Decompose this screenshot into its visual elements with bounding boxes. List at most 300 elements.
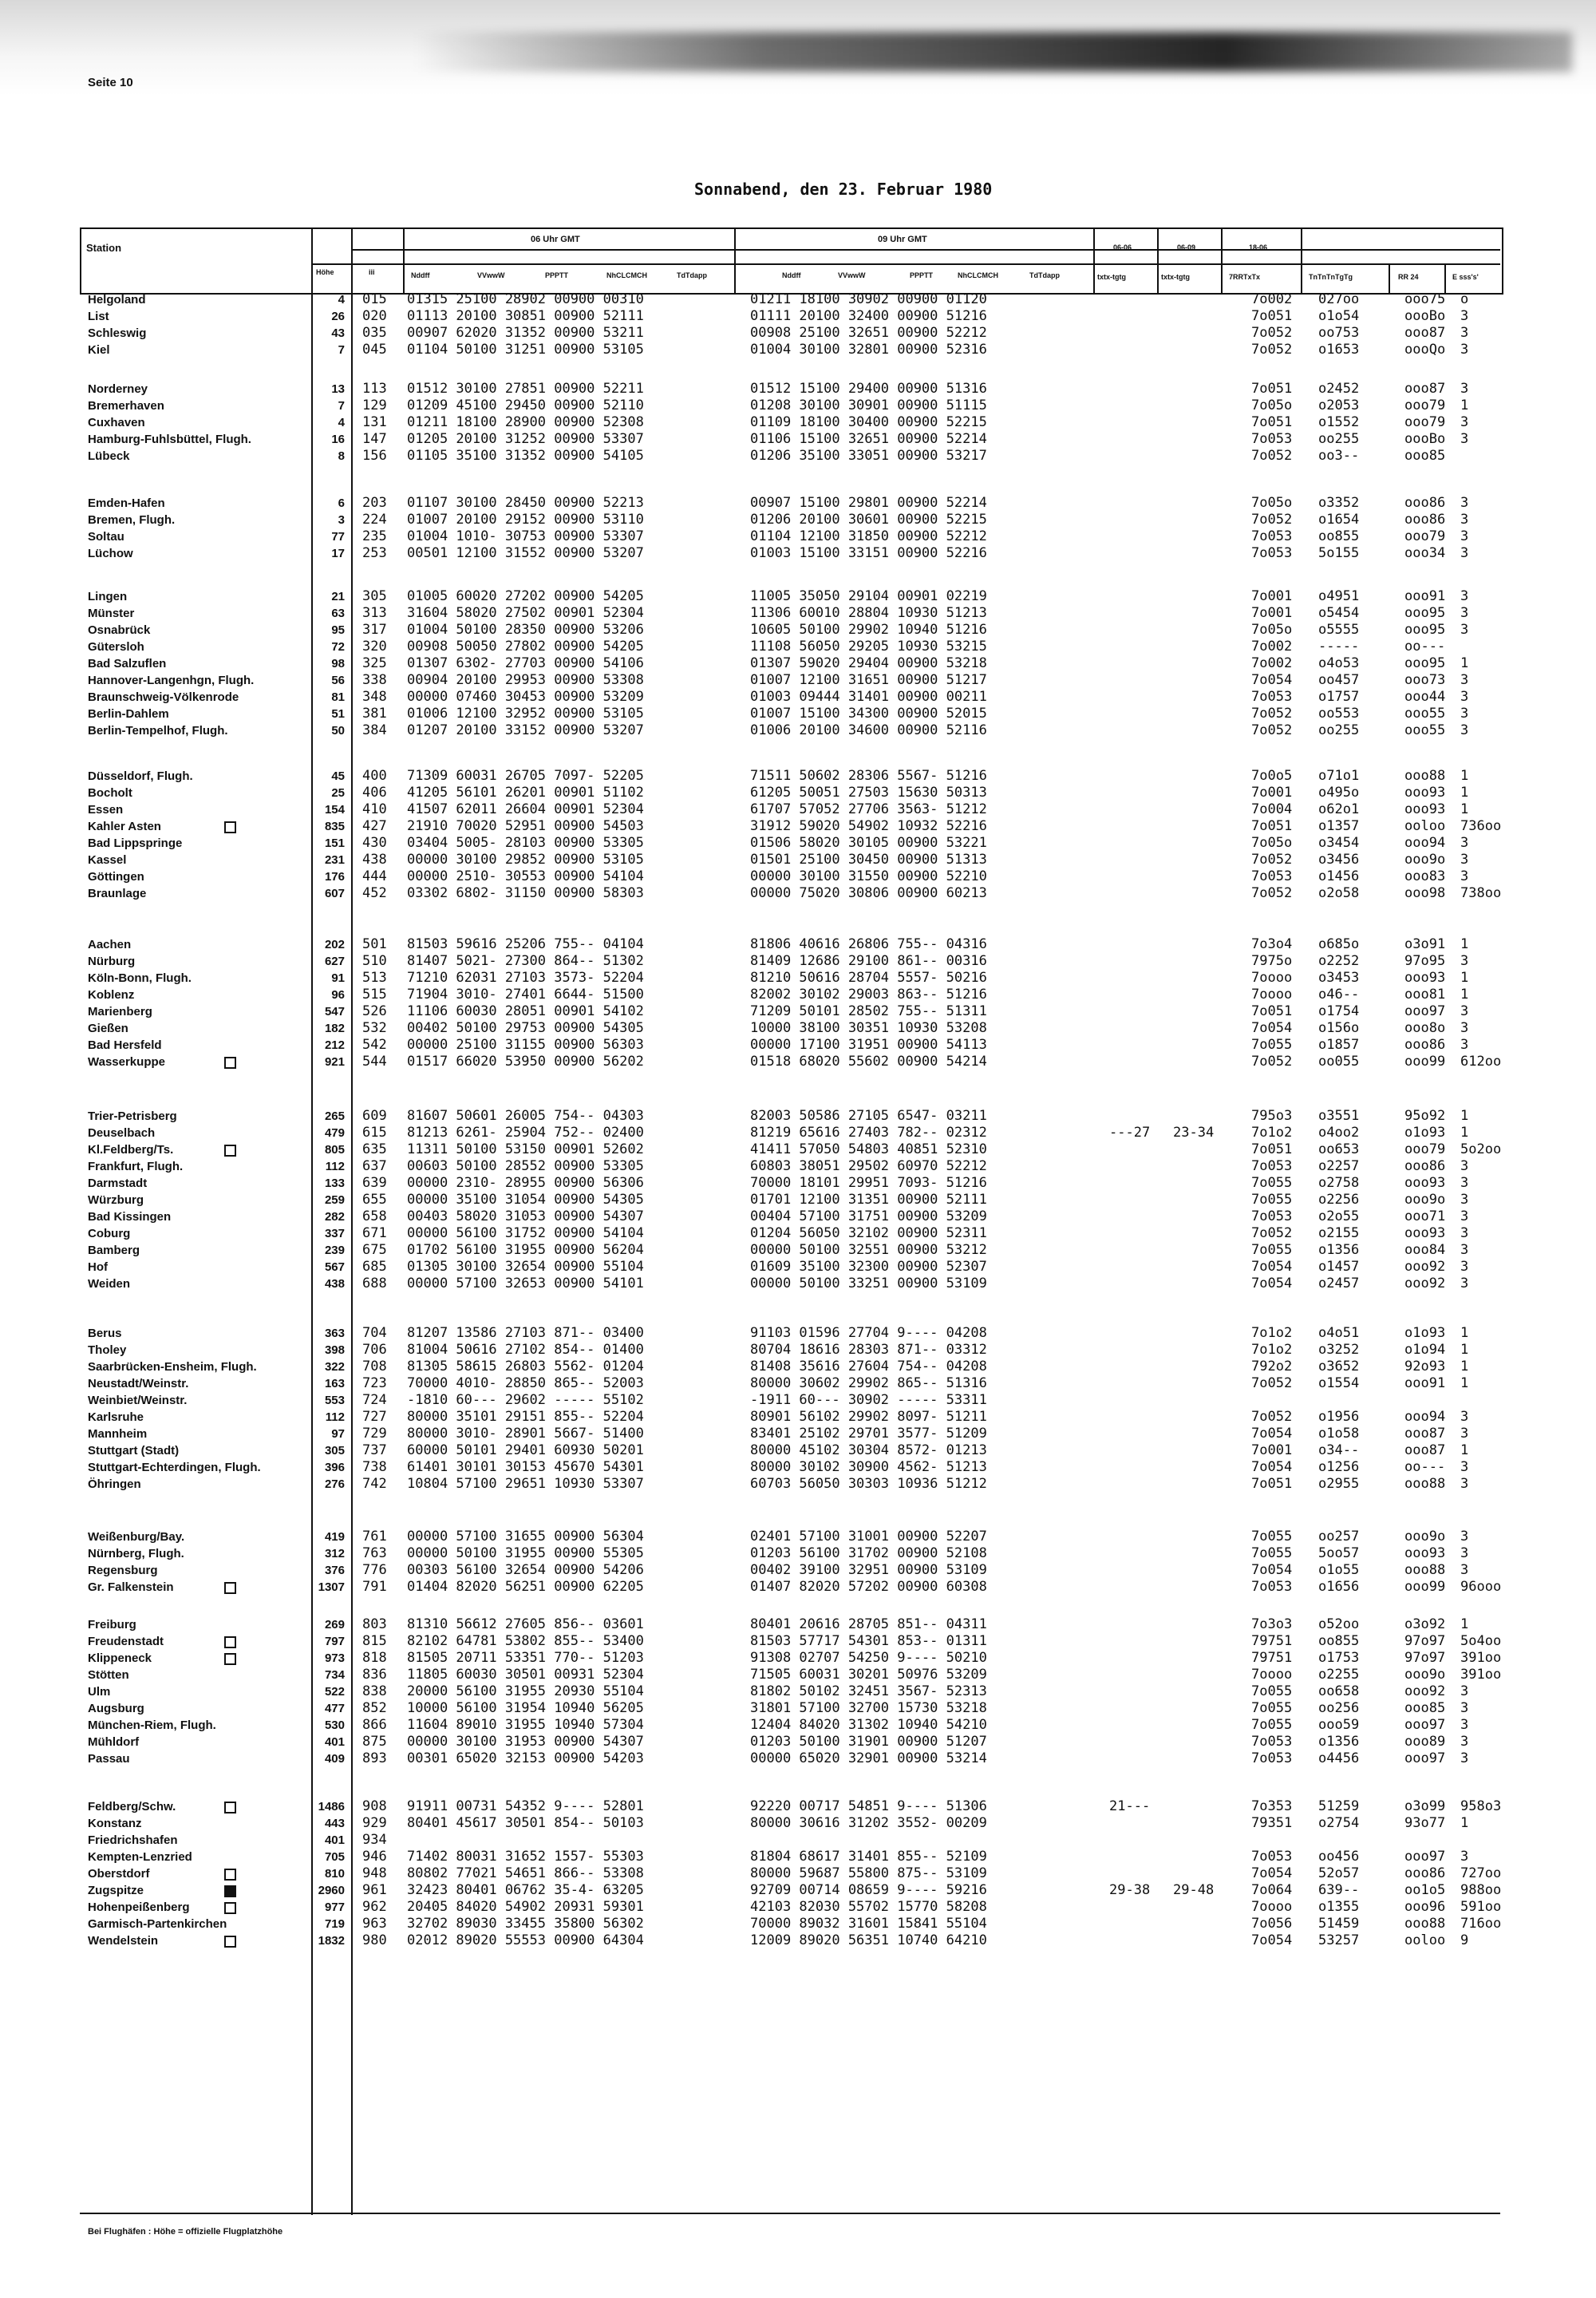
summary-2: oo256 bbox=[1318, 1700, 1360, 1716]
station-name: Berlin-Dahlem bbox=[88, 707, 169, 721]
summary-3: ooo91 bbox=[1404, 1375, 1446, 1391]
station-name: Zugspitze bbox=[88, 1884, 144, 1897]
summary-3: 92o93 bbox=[1404, 1359, 1446, 1374]
station-index: 035 bbox=[362, 325, 387, 341]
obs-06utc: 11604 89010 31955 10940 57304 bbox=[407, 1717, 644, 1733]
summary-3: ooo86 bbox=[1404, 1158, 1446, 1174]
summary-2: o3252 bbox=[1318, 1342, 1360, 1358]
station-index: 776 bbox=[362, 1562, 387, 1578]
obs-09utc: 81503 57717 54301 853-- 01311 bbox=[750, 1633, 987, 1649]
square-icon bbox=[224, 1869, 236, 1881]
station-index: 671 bbox=[362, 1225, 387, 1241]
summary-3: ooo93 bbox=[1404, 970, 1446, 986]
summary-3: ooo87 bbox=[1404, 381, 1446, 397]
obs-09utc: 80000 45102 30304 8572- 01213 bbox=[750, 1442, 987, 1458]
obs-09utc: 71209 50101 28502 755-- 51311 bbox=[750, 1003, 987, 1019]
station-index: 317 bbox=[362, 622, 387, 638]
summary-3: ooo73 bbox=[1404, 672, 1446, 688]
station-row bbox=[0, 291, 1596, 308]
station-name: Öhringen bbox=[88, 1477, 141, 1491]
station-row bbox=[0, 1037, 1596, 1054]
summary-1: 7oooo bbox=[1251, 987, 1293, 1003]
summary-4: 3 bbox=[1460, 1529, 1469, 1545]
summary-4: 1 bbox=[1460, 785, 1469, 801]
station-name: Augsburg bbox=[88, 1702, 144, 1715]
summary-2: o1o58 bbox=[1318, 1426, 1360, 1442]
summary-4: 1 bbox=[1460, 1359, 1469, 1374]
obs-06utc: 01315 25100 28902 00900 00310 bbox=[407, 291, 644, 307]
station-height: 419 bbox=[324, 1530, 345, 1544]
obs-09utc: 01206 35100 33051 00900 53217 bbox=[750, 448, 987, 464]
extreme-temp-1: 21--- bbox=[1109, 1798, 1151, 1814]
station-row bbox=[0, 722, 1596, 739]
summary-1: 7o004 bbox=[1251, 801, 1293, 817]
station-index: 729 bbox=[362, 1426, 387, 1442]
obs-06utc: 01211 18100 28900 00900 52308 bbox=[407, 414, 644, 430]
obs-09utc: 01506 58020 30105 00900 53221 bbox=[750, 835, 987, 851]
obs-09utc: 81804 68617 31401 855-- 52109 bbox=[750, 1849, 987, 1865]
station-height: 312 bbox=[324, 1547, 345, 1560]
summary-3: o3o91 bbox=[1404, 936, 1446, 952]
station-name: Bremen, Flugh. bbox=[88, 513, 176, 527]
obs-09utc: 01111 20100 32400 00900 51216 bbox=[750, 308, 987, 324]
summary-3: ooo93 bbox=[1404, 1545, 1446, 1561]
station-height: 45 bbox=[331, 769, 345, 783]
station-name: Mühldorf bbox=[88, 1735, 140, 1749]
station-height: 322 bbox=[324, 1360, 345, 1374]
summary-3: ooo86 bbox=[1404, 1865, 1446, 1881]
station-row bbox=[0, 1003, 1596, 1020]
station-row bbox=[0, 1225, 1596, 1242]
summary-1: 7o001 bbox=[1251, 785, 1293, 801]
summary-2: o1656 bbox=[1318, 1579, 1360, 1595]
summary-4: 3 bbox=[1460, 1426, 1469, 1442]
col-divider bbox=[1444, 263, 1446, 293]
station-height: 163 bbox=[324, 1377, 345, 1390]
summary-3: ooo98 bbox=[1404, 885, 1446, 901]
station-row bbox=[0, 852, 1596, 868]
summary-2: o1456 bbox=[1318, 868, 1360, 884]
station-height: 56 bbox=[331, 674, 345, 687]
station-index: 381 bbox=[362, 706, 387, 722]
summary-1: 7o051 bbox=[1251, 818, 1293, 834]
station-name: Osnabrück bbox=[88, 623, 151, 637]
obs-09utc: 01003 09444 31401 00900 00211 bbox=[750, 689, 987, 705]
station-row bbox=[0, 1717, 1596, 1734]
obs-09utc: 01007 15100 34300 00900 52015 bbox=[750, 706, 987, 722]
station-height: 401 bbox=[324, 1735, 345, 1749]
station-row bbox=[0, 545, 1596, 562]
station-height: 8 bbox=[338, 449, 345, 463]
summary-4: 727oo bbox=[1460, 1865, 1502, 1881]
scan-noise-dark bbox=[415, 32, 1572, 72]
station-name: Bocholt bbox=[88, 786, 132, 800]
station-name: Düsseldorf, Flugh. bbox=[88, 769, 193, 783]
station-index: 113 bbox=[362, 381, 387, 397]
summary-3: ooo99 bbox=[1404, 1054, 1446, 1070]
summary-2: o52oo bbox=[1318, 1616, 1360, 1632]
obs-06utc: 11311 50100 53150 00901 52602 bbox=[407, 1141, 644, 1157]
station-index: 406 bbox=[362, 785, 387, 801]
station-height: 16 bbox=[331, 433, 345, 446]
obs-09utc: 01203 50100 31901 00900 51207 bbox=[750, 1734, 987, 1750]
station-height: 276 bbox=[324, 1477, 345, 1491]
summary-3: ooo55 bbox=[1404, 706, 1446, 722]
station-height: 1832 bbox=[318, 1934, 345, 1948]
station-height: 26 bbox=[331, 310, 345, 323]
station-index: 542 bbox=[362, 1037, 387, 1053]
summary-4: 591oo bbox=[1460, 1899, 1502, 1915]
station-name: Wasserkuppe bbox=[88, 1055, 165, 1069]
summary-3: ooo86 bbox=[1404, 512, 1446, 528]
summary-3: 97o97 bbox=[1404, 1633, 1446, 1649]
station-height: 479 bbox=[324, 1126, 345, 1140]
summary-3: ooo94 bbox=[1404, 835, 1446, 851]
station-name: Braunschweig-Völkenrode bbox=[88, 690, 239, 704]
summary-2: o4951 bbox=[1318, 588, 1360, 604]
station-height: 77 bbox=[331, 530, 345, 544]
summary-2: o5555 bbox=[1318, 622, 1360, 638]
summary-1: 7o055 bbox=[1251, 1545, 1293, 1561]
station-height: 522 bbox=[324, 1685, 345, 1699]
station-index: 838 bbox=[362, 1683, 387, 1699]
obs-06utc: -1810 60--- 29602 ----- 55102 bbox=[407, 1392, 644, 1408]
col06-header: Nddff bbox=[411, 271, 430, 279]
summary-3: o3o92 bbox=[1404, 1616, 1446, 1632]
obs-09utc: 01003 15100 33151 00900 52216 bbox=[750, 545, 987, 561]
station-index: 147 bbox=[362, 431, 387, 447]
summary-1: 7o053 bbox=[1251, 545, 1293, 561]
hoehe-header: Höhe bbox=[316, 268, 334, 276]
station-index: 803 bbox=[362, 1616, 387, 1632]
obs-09utc: 10000 38100 30351 10930 53208 bbox=[750, 1020, 987, 1036]
station-height: 212 bbox=[324, 1038, 345, 1052]
col06-header: VVwwW bbox=[477, 271, 505, 279]
summary-4: 3 bbox=[1460, 1192, 1469, 1208]
station-row bbox=[0, 1750, 1596, 1767]
obs-06utc: 81004 50616 27102 854-- 01400 bbox=[407, 1342, 644, 1358]
station-height: 4 bbox=[338, 416, 345, 429]
station-row bbox=[0, 398, 1596, 414]
obs-06utc: 41507 62011 26604 00901 52304 bbox=[407, 801, 644, 817]
row-divider bbox=[351, 249, 1500, 251]
summary-2: o3454 bbox=[1318, 835, 1360, 851]
summary-3: ooo92 bbox=[1404, 1276, 1446, 1291]
summary-1: 79751 bbox=[1251, 1650, 1293, 1666]
summary-1: 7o353 bbox=[1251, 1798, 1293, 1814]
station-name: Regensburg bbox=[88, 1564, 158, 1577]
summary-2: 027oo bbox=[1318, 291, 1360, 307]
station-height: 269 bbox=[324, 1618, 345, 1632]
station-row bbox=[0, 381, 1596, 398]
obs-09utc: 61205 50051 27503 15630 50313 bbox=[750, 785, 987, 801]
obs-06utc: 01702 56100 31955 00900 56204 bbox=[407, 1242, 644, 1258]
obs-06utc: 01307 6302- 27703 00900 54106 bbox=[407, 655, 644, 671]
filled-square-icon bbox=[224, 1885, 236, 1897]
station-height: 265 bbox=[324, 1109, 345, 1123]
station-height: 1307 bbox=[318, 1580, 345, 1594]
obs-09utc: 31912 59020 54902 10932 52216 bbox=[750, 818, 987, 834]
station-index: 791 bbox=[362, 1579, 387, 1595]
station-index: 015 bbox=[362, 291, 387, 307]
station-row bbox=[0, 689, 1596, 706]
summary-4: 3 bbox=[1460, 1259, 1469, 1275]
station-index: 203 bbox=[362, 495, 387, 511]
summary-3: ooo91 bbox=[1404, 588, 1446, 604]
summary-2: o3652 bbox=[1318, 1359, 1360, 1374]
station-row bbox=[0, 706, 1596, 722]
summary-3: oooBo bbox=[1404, 308, 1446, 324]
obs-09utc: 81210 50616 28704 5557- 50216 bbox=[750, 970, 987, 986]
obs-06utc: 03302 6802- 31150 00900 58303 bbox=[407, 885, 644, 901]
station-name: Lingen bbox=[88, 590, 128, 603]
summary-1: 7o002 bbox=[1251, 655, 1293, 671]
summary-2: 51459 bbox=[1318, 1916, 1360, 1932]
obs-06utc: 01105 35100 31352 00900 54105 bbox=[407, 448, 644, 464]
summary-3: ooloo bbox=[1404, 818, 1446, 834]
summary-4: 3 bbox=[1460, 1734, 1469, 1750]
obs-09utc: 02401 57100 31001 00900 52207 bbox=[750, 1529, 987, 1545]
obs-06utc: 00000 07460 30453 00900 53209 bbox=[407, 689, 644, 705]
summary-3: ooo88 bbox=[1404, 1916, 1446, 1932]
summary-1: 7o0o5 bbox=[1251, 768, 1293, 784]
obs-06utc: 00908 50050 27802 00900 54205 bbox=[407, 639, 644, 655]
summary-4: 3 bbox=[1460, 325, 1469, 341]
station-row bbox=[0, 1916, 1596, 1932]
station-height: 401 bbox=[324, 1833, 345, 1847]
t06-header: 06 Uhr GMT bbox=[531, 235, 580, 244]
obs-06utc: 00403 58020 31053 00900 54307 bbox=[407, 1208, 644, 1224]
station-height: 835 bbox=[324, 820, 345, 833]
summary-1: 7o052 bbox=[1251, 325, 1293, 341]
station-index: 544 bbox=[362, 1054, 387, 1070]
summary-4: 3 bbox=[1460, 689, 1469, 705]
summary-3: ooo95 bbox=[1404, 622, 1446, 638]
station-row bbox=[0, 1476, 1596, 1493]
summary-3: ooo75 bbox=[1404, 291, 1446, 307]
station-group bbox=[0, 588, 1596, 739]
obs-09utc: 01407 82020 57202 00900 60308 bbox=[750, 1579, 987, 1595]
summary-1: 7o002 bbox=[1251, 291, 1293, 307]
summary-2: o2256 bbox=[1318, 1192, 1360, 1208]
summary-2: oo753 bbox=[1318, 325, 1360, 341]
station-name: Hannover-Langenhgn, Flugh. bbox=[88, 674, 255, 687]
station-height: 398 bbox=[324, 1343, 345, 1357]
station-group bbox=[0, 381, 1596, 465]
obs-06utc: 81505 20711 53351 770-- 51203 bbox=[407, 1650, 644, 1666]
summary-3: ooo79 bbox=[1404, 1141, 1446, 1157]
station-row bbox=[0, 1375, 1596, 1392]
station-index: 761 bbox=[362, 1529, 387, 1545]
summary-3: ooo71 bbox=[1404, 1208, 1446, 1224]
summary-4: 958o3 bbox=[1460, 1798, 1502, 1814]
station-row bbox=[0, 1259, 1596, 1276]
obs-09utc: 00907 15100 29801 00900 52214 bbox=[750, 495, 987, 511]
station-row bbox=[0, 936, 1596, 953]
station-group bbox=[0, 1325, 1596, 1493]
station-name: Bamberg bbox=[88, 1244, 140, 1257]
obs-06utc: 81213 6261- 25904 752-- 02400 bbox=[407, 1125, 644, 1141]
station-index: 430 bbox=[362, 835, 387, 851]
station-name: Kahler Asten bbox=[88, 820, 161, 833]
station-name: Hohenpeißenberg bbox=[88, 1900, 190, 1914]
summary-4: 3 bbox=[1460, 495, 1469, 511]
station-index: 962 bbox=[362, 1899, 387, 1915]
station-name: Kempten-Lenzried bbox=[88, 1850, 192, 1864]
summary-3: ooo99 bbox=[1404, 1579, 1446, 1595]
station-row bbox=[0, 1832, 1596, 1849]
summary-2: oo653 bbox=[1318, 1141, 1360, 1157]
obs-06utc: 91911 00731 54352 9---- 52801 bbox=[407, 1798, 644, 1814]
station-row bbox=[0, 622, 1596, 639]
summary-4: 3 bbox=[1460, 953, 1469, 969]
obs-06utc: 32423 80401 06762 35-4- 63205 bbox=[407, 1882, 644, 1898]
summary-2: o1356 bbox=[1318, 1734, 1360, 1750]
summary-4: 3 bbox=[1460, 852, 1469, 868]
obs-06utc: 01107 30100 28450 00900 52213 bbox=[407, 495, 644, 511]
station-index: 737 bbox=[362, 1442, 387, 1458]
station-index: 738 bbox=[362, 1459, 387, 1475]
summary-2: o2o58 bbox=[1318, 885, 1360, 901]
summary-4: 5o2oo bbox=[1460, 1141, 1502, 1157]
station-height: 719 bbox=[324, 1917, 345, 1931]
obs-06utc: 81310 56612 27605 856-- 03601 bbox=[407, 1616, 644, 1632]
col09-header: TdTdapp bbox=[1029, 271, 1060, 279]
summary-1: 7o051 bbox=[1251, 308, 1293, 324]
obs-06utc: 00907 62020 31352 00900 53211 bbox=[407, 325, 644, 341]
station-row bbox=[0, 1899, 1596, 1916]
station-name: Bad Kissingen bbox=[88, 1210, 172, 1224]
summary-4: 3 bbox=[1460, 1225, 1469, 1241]
summary-2: o1554 bbox=[1318, 1375, 1360, 1391]
summary-2: oo457 bbox=[1318, 672, 1360, 688]
station-row bbox=[0, 1108, 1596, 1125]
summary-2: o4oo2 bbox=[1318, 1125, 1360, 1141]
summary-4: 1 bbox=[1460, 970, 1469, 986]
summary-4: 3 bbox=[1460, 1158, 1469, 1174]
station-index: 325 bbox=[362, 655, 387, 671]
obs-09utc: 12404 84020 31302 10940 54210 bbox=[750, 1717, 987, 1733]
station-row bbox=[0, 1342, 1596, 1359]
summary-1: 795o3 bbox=[1251, 1108, 1293, 1124]
obs-06utc: 10804 57100 29651 10930 53307 bbox=[407, 1476, 644, 1492]
summary-2: o2754 bbox=[1318, 1815, 1360, 1831]
station-height: 2960 bbox=[318, 1884, 345, 1897]
summary-1: 79351 bbox=[1251, 1815, 1293, 1831]
station-height: 231 bbox=[324, 853, 345, 867]
summary-1: 7o053 bbox=[1251, 431, 1293, 447]
summary-3: ooo97 bbox=[1404, 1849, 1446, 1865]
obs-09utc: 01106 15100 32651 00900 52214 bbox=[750, 431, 987, 447]
station-name: Darmstadt bbox=[88, 1177, 148, 1190]
station-name: Weißenburg/Bay. bbox=[88, 1530, 185, 1544]
station-name: List bbox=[88, 310, 109, 323]
obs-06utc: 70000 4010- 28850 865-- 52003 bbox=[407, 1375, 644, 1391]
station-row bbox=[0, 605, 1596, 622]
station-index: 305 bbox=[362, 588, 387, 604]
station-row bbox=[0, 431, 1596, 448]
station-header: Station bbox=[86, 242, 122, 254]
obs-09utc: 01204 56050 32102 00900 52311 bbox=[750, 1225, 987, 1241]
station-index: 688 bbox=[362, 1276, 387, 1291]
summary-3: ooo55 bbox=[1404, 722, 1446, 738]
summary-4: 3 bbox=[1460, 1700, 1469, 1716]
square-icon bbox=[224, 1802, 236, 1813]
summary-1: 7o056 bbox=[1251, 1916, 1293, 1932]
summary-3: ooo92 bbox=[1404, 1259, 1446, 1275]
obs-09utc: 01501 25100 30450 00900 51313 bbox=[750, 852, 987, 868]
station-row bbox=[0, 1325, 1596, 1342]
station-name: Deuselbach bbox=[88, 1126, 156, 1140]
extra-header: E sss's' bbox=[1452, 273, 1479, 281]
station-height: 112 bbox=[325, 1160, 345, 1173]
station-index: 706 bbox=[362, 1342, 387, 1358]
station-name: Wendelstein bbox=[88, 1934, 159, 1948]
summary-1: 7o002 bbox=[1251, 639, 1293, 655]
summary-2: o2252 bbox=[1318, 953, 1360, 969]
station-index: 224 bbox=[362, 512, 387, 528]
station-name: Friedrichshafen bbox=[88, 1833, 178, 1847]
summary-2: ----- bbox=[1318, 639, 1360, 655]
summary-2: o1653 bbox=[1318, 342, 1360, 358]
obs-09utc: 11108 56050 29205 10930 53215 bbox=[750, 639, 987, 655]
col06-header: TdTdapp bbox=[677, 271, 707, 279]
summary-4: 3 bbox=[1460, 1849, 1469, 1865]
station-height: 627 bbox=[324, 955, 345, 968]
summary-2: oo255 bbox=[1318, 431, 1360, 447]
summary-1: 7o054 bbox=[1251, 1276, 1293, 1291]
summary-3: ooo97 bbox=[1404, 1717, 1446, 1733]
square-icon bbox=[224, 821, 236, 833]
summary-1: 7o054 bbox=[1251, 1865, 1293, 1881]
summary-2: o1956 bbox=[1318, 1409, 1360, 1425]
summary-4: 3 bbox=[1460, 545, 1469, 561]
summary-1: 7oooo bbox=[1251, 1667, 1293, 1683]
summary-4: 1 bbox=[1460, 801, 1469, 817]
station-name: Soltau bbox=[88, 530, 124, 544]
station-row bbox=[0, 835, 1596, 852]
obs-06utc: 80000 35101 29151 855-- 52204 bbox=[407, 1409, 644, 1425]
station-name: Berus bbox=[88, 1327, 122, 1340]
station-name: Stötten bbox=[88, 1668, 129, 1682]
station-row bbox=[0, 1734, 1596, 1750]
station-name: Stuttgart (Stadt) bbox=[88, 1444, 180, 1458]
obs-09utc: 81219 65616 27403 782-- 02312 bbox=[750, 1125, 987, 1141]
header-frame bbox=[80, 227, 1503, 295]
station-name: Göttingen bbox=[88, 870, 144, 884]
station-index: 253 bbox=[362, 545, 387, 561]
station-height: 81 bbox=[331, 690, 345, 704]
obs-06utc: 03404 5005- 28103 00900 53305 bbox=[407, 835, 644, 851]
station-group bbox=[0, 1798, 1596, 1949]
summary-4: 3 bbox=[1460, 512, 1469, 528]
station-row bbox=[0, 1932, 1596, 1949]
summary-3: ooo79 bbox=[1404, 414, 1446, 430]
station-height: 91 bbox=[331, 971, 345, 985]
summary-1: 7o051 bbox=[1251, 1476, 1293, 1492]
summary-2: o5454 bbox=[1318, 605, 1360, 621]
summary-2: o1757 bbox=[1318, 689, 1360, 705]
station-height: 63 bbox=[331, 607, 345, 620]
station-name: Freiburg bbox=[88, 1618, 136, 1632]
summary-2: o3453 bbox=[1318, 970, 1360, 986]
col06-header: NhCLCMCH bbox=[606, 271, 647, 279]
obs-06utc: 71904 3010- 27401 6644- 51500 bbox=[407, 987, 644, 1003]
summary-3: ooo92 bbox=[1404, 1683, 1446, 1699]
obs-09utc: 31801 57100 32700 15730 53218 bbox=[750, 1700, 987, 1716]
summary-4: 3 bbox=[1460, 1459, 1469, 1475]
station-index: 384 bbox=[362, 722, 387, 738]
